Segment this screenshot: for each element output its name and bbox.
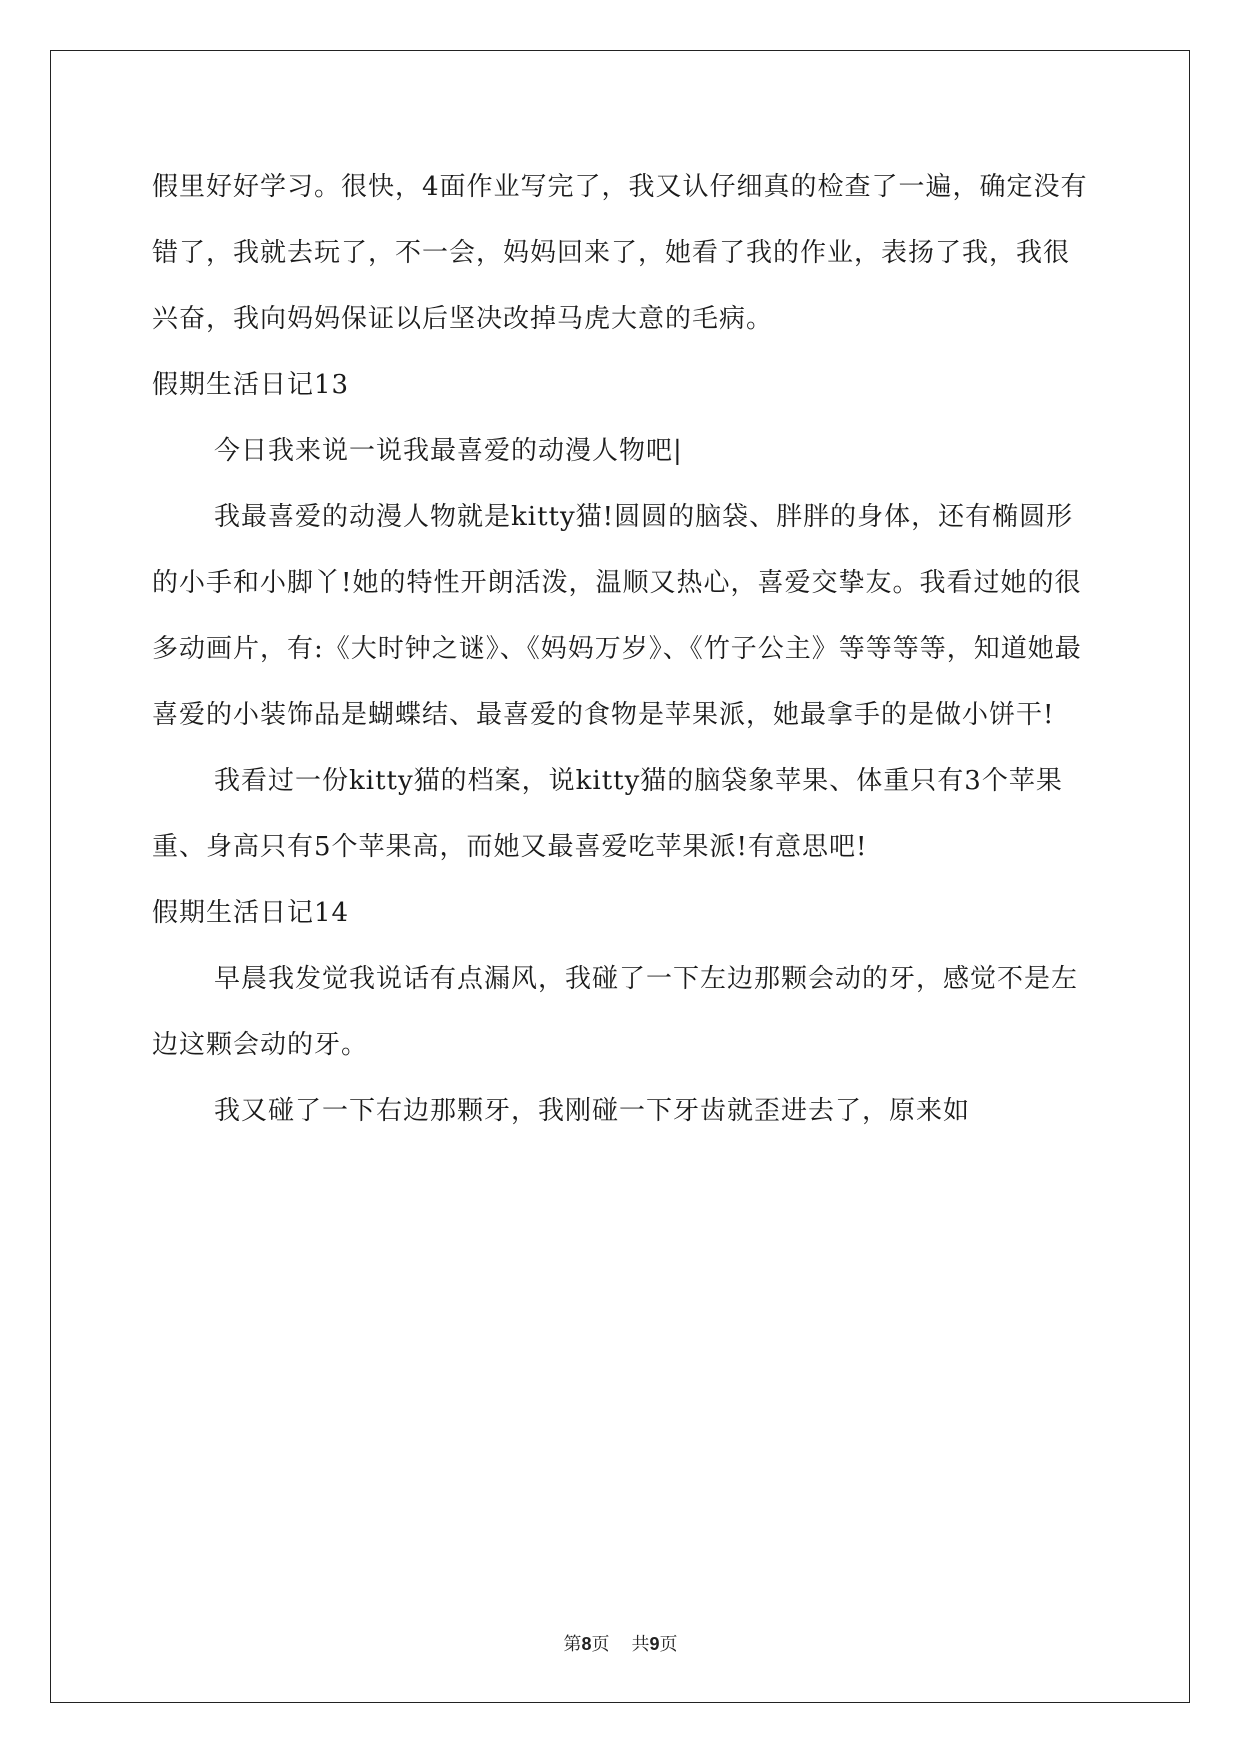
- paragraph: 我看过一份kitty猫的档案，说kitty猫的脑袋象苹果、体重只有3个苹果重、身高只有5个苹果高，而她又最喜爱吃苹果派!有意思吧!: [152, 766, 1063, 862]
- footer-total-prefix: 共: [631, 1634, 650, 1655]
- paragraph-continuation: 假里好好学习。很快，4面作业写完了，我又认仔细真的检查了一遍，确定没有错了，我就去玩了，不一会，妈妈回来了，她看了我的作业，表扬了我，我很兴奋，我向妈妈保证以后坚决改掉马虎大意的毛病。: [152, 172, 1088, 334]
- paragraph: 今日我来说一说我最喜爱的动漫人物吧|: [214, 436, 683, 466]
- paragraph: 早晨我发觉我说话有点漏风，我碰了一下左边那颗会动的牙，感觉不是左边这颗会动的牙。: [152, 964, 1079, 1060]
- current-page-number: 8: [581, 1634, 592, 1654]
- footer-total-unit: 页: [659, 1634, 678, 1655]
- section-heading-13: 假期生活日记13: [152, 370, 350, 400]
- document-body: [152, 154, 1090, 1144]
- paragraph: 我最喜爱的动漫人物就是kitty猫!圆圆的脑袋、胖胖的身体，还有椭圆形的小手和小脚丫!她的特性开朗活泼，温顺又热心，喜爱交挚友。我看过她的很多动画片，有:《大时钟之谜》、《妈妈万岁》、《竹子公主》等等等等，知道她最喜爱的小装饰品是蝴蝶结、最喜爱的食物是苹果派，她最拿手的是做小饼干!: [152, 502, 1082, 730]
- footer-prefix: 第: [563, 1634, 582, 1655]
- section-heading-14: 假期生活日记14: [152, 898, 350, 928]
- total-pages-number: 9: [649, 1634, 660, 1654]
- footer-page-unit: 页: [591, 1634, 610, 1655]
- page-footer: [0, 1630, 1241, 1656]
- paragraph: 我又碰了一下右边那颗牙，我刚碰一下牙齿就歪进去了，原来如: [214, 1096, 971, 1126]
